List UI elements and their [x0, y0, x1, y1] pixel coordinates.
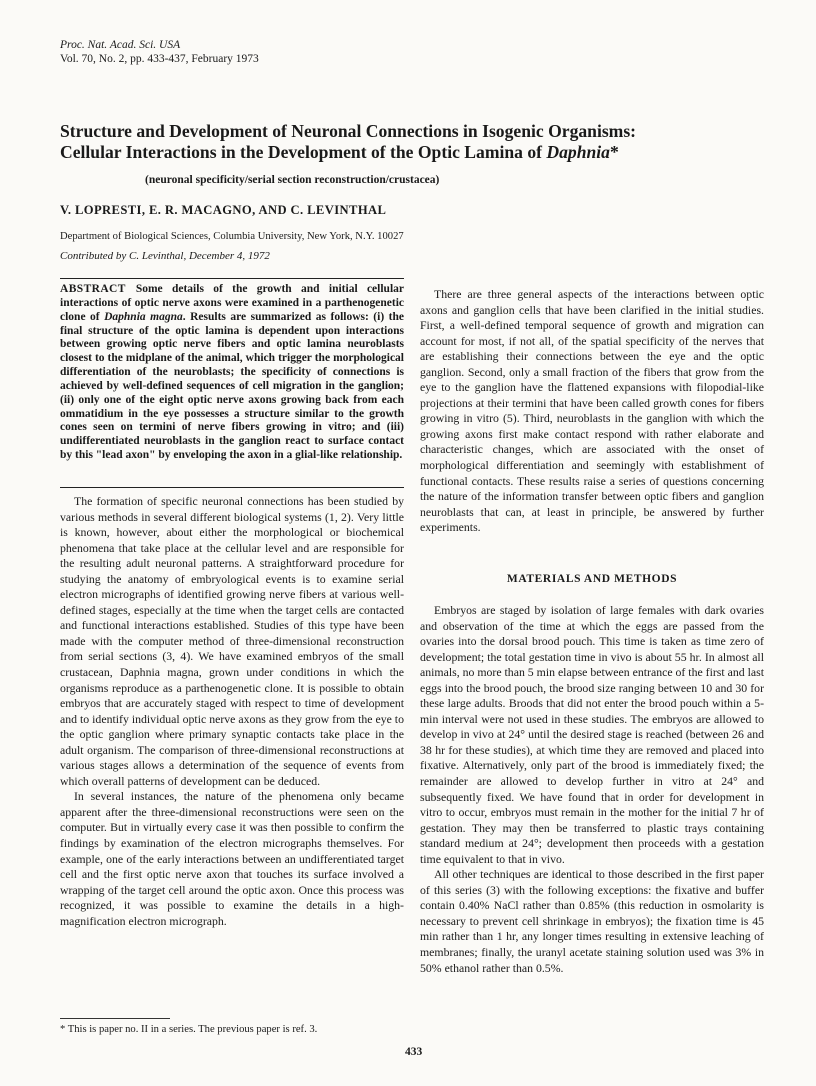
abstract-label: ABSTRACT: [60, 283, 126, 295]
journal-header: [60, 38, 259, 66]
page-number: 433: [405, 1046, 423, 1058]
section-heading-methods: MATERIALS AND METHODS: [506, 573, 678, 585]
intro-paragraph-2: In several instances, the nature of the phenomena only became apparent after the three-dimensional reconstructions were seen on the computer. But in virtually every case it was then possible to confirm the findings by examination of the electron micrographs themselves. For example, one of the early interactions between an undifferentiated target cell and the first optic nerve axon that touches its surface involved a wrapping of the target cell around the optic axon. Once this process was recognized, it was possible to examine the details in a high-magnification electron micrograph.: [60, 789, 404, 928]
abstract-text-start: Some details of the growth and initial cellular interactions of optic nerve axons were examined in a parthenogenetic clone of: [60, 283, 404, 323]
abstract: [60, 283, 404, 463]
abstract-organism: Daphnia magna: [104, 310, 183, 323]
right-column-top: [420, 287, 764, 536]
authors: V. LOPRESTI, E. R. MACAGNO, AND C. LEVINTHAL: [60, 203, 387, 217]
footnote: * This is paper no. II in a series. The previous paper is ref. 3.: [60, 1024, 318, 1035]
title-line-1: Structure and Development of Neuronal Connections in Isogenic Organisms:: [60, 121, 637, 141]
contributed-by: Contributed by C. Levinthal, December 4, 1972: [60, 250, 270, 262]
abstract-bottom-rule: [60, 487, 404, 488]
abstract-top-rule: [60, 278, 404, 279]
methods-paragraph-1: Embryos are staged by isolation of large females with dark ovaries and observation of the time at which the eggs are passed from the ovaries into the dorsal brood pouch. This time is taken as time zero of development; the total gestation time in vivo is about 55 hr. In almost all animals, no more than 5 min elapse between entrance of the first and last eggs into the brood pouch, the brood size ranging between 10 and 30 for these large adults. Broods that did not enter the brood pouch within a 5-min interval were not used in these studies. The embryos are allowed to develop in vivo at 24° until the desired stage is reached (between 26 and 38 hr for these studies), at which time they are removed and placed into fixative. Alternatively, only part of the brood is immediately fixed; the remainder are allowed to develop further in vitro at 24° and subsequently fixed. We have found that in order for development in vitro to occur, embryos must remain in the mother for the initial 7 hr of gestation. They may then be transferred to plastic trays containing standard medium at 24°; development then proceeds with a gestation time equivalent to that in vivo.: [420, 603, 764, 866]
affiliation: Department of Biological Sciences, Columbia University, New York, N.Y. 10027: [60, 231, 404, 242]
title-line-2: Cellular Interactions in the Development of the Optic Lamina of: [60, 142, 547, 162]
methods-paragraph-2: All other techniques are identical to those described in the first paper of this series (3) with the following exceptions: the fixative and buffer contain 0.40% NaCl rather than 0.85% (this reduction in osmolarity is necessary to prevent cell shrinkage in embryos); the fixation time is 45 min rather than 1 hr, any longer times resulting in extensive leaching of membranes; finally, the uranyl acetate staining solution used was 3% in 50% ethanol rather than 0.5%.: [420, 867, 764, 975]
article-title: [60, 121, 780, 163]
footnote-rule: [60, 1018, 170, 1019]
intro-paragraph-1: The formation of specific neuronal connections has been studied by various methods in several different biological systems (1, 2). Very little is known, however, about either the morphological or biochemical phenomena that take place at the cellular level and are responsible for the resulting adult neuronal patterns. A straightforward procedure for studying the anatomy of embryological events is to examine serial electron micrographs of identified growing nerve fibers at various well-defined stages, especially at the time when the target cells are contacted and functional interactions established. Studies of this type have been made with the computer method of three-dimensional reconstruction from serial sections (3, 4). We have examined embryos of the small crustacean, Daphnia magna, grown under conditions in which the organisms reproduce as a parthenogenetic clone. It is possible to obtain embryos that are accurately staged with respect to time of development and to identify individual optic nerve axons as they grow from the eye to the optic ganglion where primary synaptic contacts take place in the adult organism. The comparison of three-dimensional reconstructions at various stages allows a determination of the sequence of events from which overall patterns of development can be deduced.: [60, 494, 404, 788]
title-footnote-mark: *: [609, 142, 619, 162]
intro-paragraph-3: There are three general aspects of the interactions between optic axons and ganglion cells that have been clarified in the initial studies. First, a well-defined temporal sequence of growth and migration can account for most, if not all, of the spatial specificity of the nerves that are establishing their connections between the eye and the optic ganglion. Second, only a small fraction of the fibers that grow from the eye to the ganglion have the flattened expansions with filopodial-like projections at their termini that have been called growth cones for fibers growing in vitro (5). Third, neuroblasts in the ganglion with which the growing axons first make contact respond with rather elaborate and characteristic changes, which are associated with the onset of morphological differentiation and seemingly with establishment of functional contacts. These results raise a series of questions concerning the nature of the information transfer between optic fibers and ganglion neuroblasts that can, at least in principle, be answered by further experiments.: [420, 287, 764, 535]
journal-name: Proc. Nat. Acad. Sci. USA: [60, 39, 181, 51]
keywords: (neuronal specificity/serial section reconstruction/crustacea): [145, 174, 440, 186]
volume-line: Vol. 70, No. 2, pp. 433-437, February 1973: [60, 53, 259, 65]
left-column: [60, 494, 404, 929]
abstract-text-end: . Results are summarized as follows: (i) the final structure of the optic lamina is dependent upon interactions between growing optic nerve fibers and optic lamina neuroblasts closest to the midplane of the animal, which trigger the morphological differentiation of the neuroblasts; the specificity of connections is achieved by well-defined sequences of cell migration in the ganglion; (ii) only one of the eight optic nerve axons growing back from each ommatidium in the eye possesses a structure similar to the growth cones seen on termini of nerve fibers growing in vitro; and (iii) undifferentiated neuroblasts in the ganglion react to surface contact by this "lead axon" by enveloping the axon in a glial-like relationship.: [60, 310, 404, 462]
right-column-methods: [420, 603, 764, 976]
title-organism: Daphnia: [546, 142, 610, 162]
